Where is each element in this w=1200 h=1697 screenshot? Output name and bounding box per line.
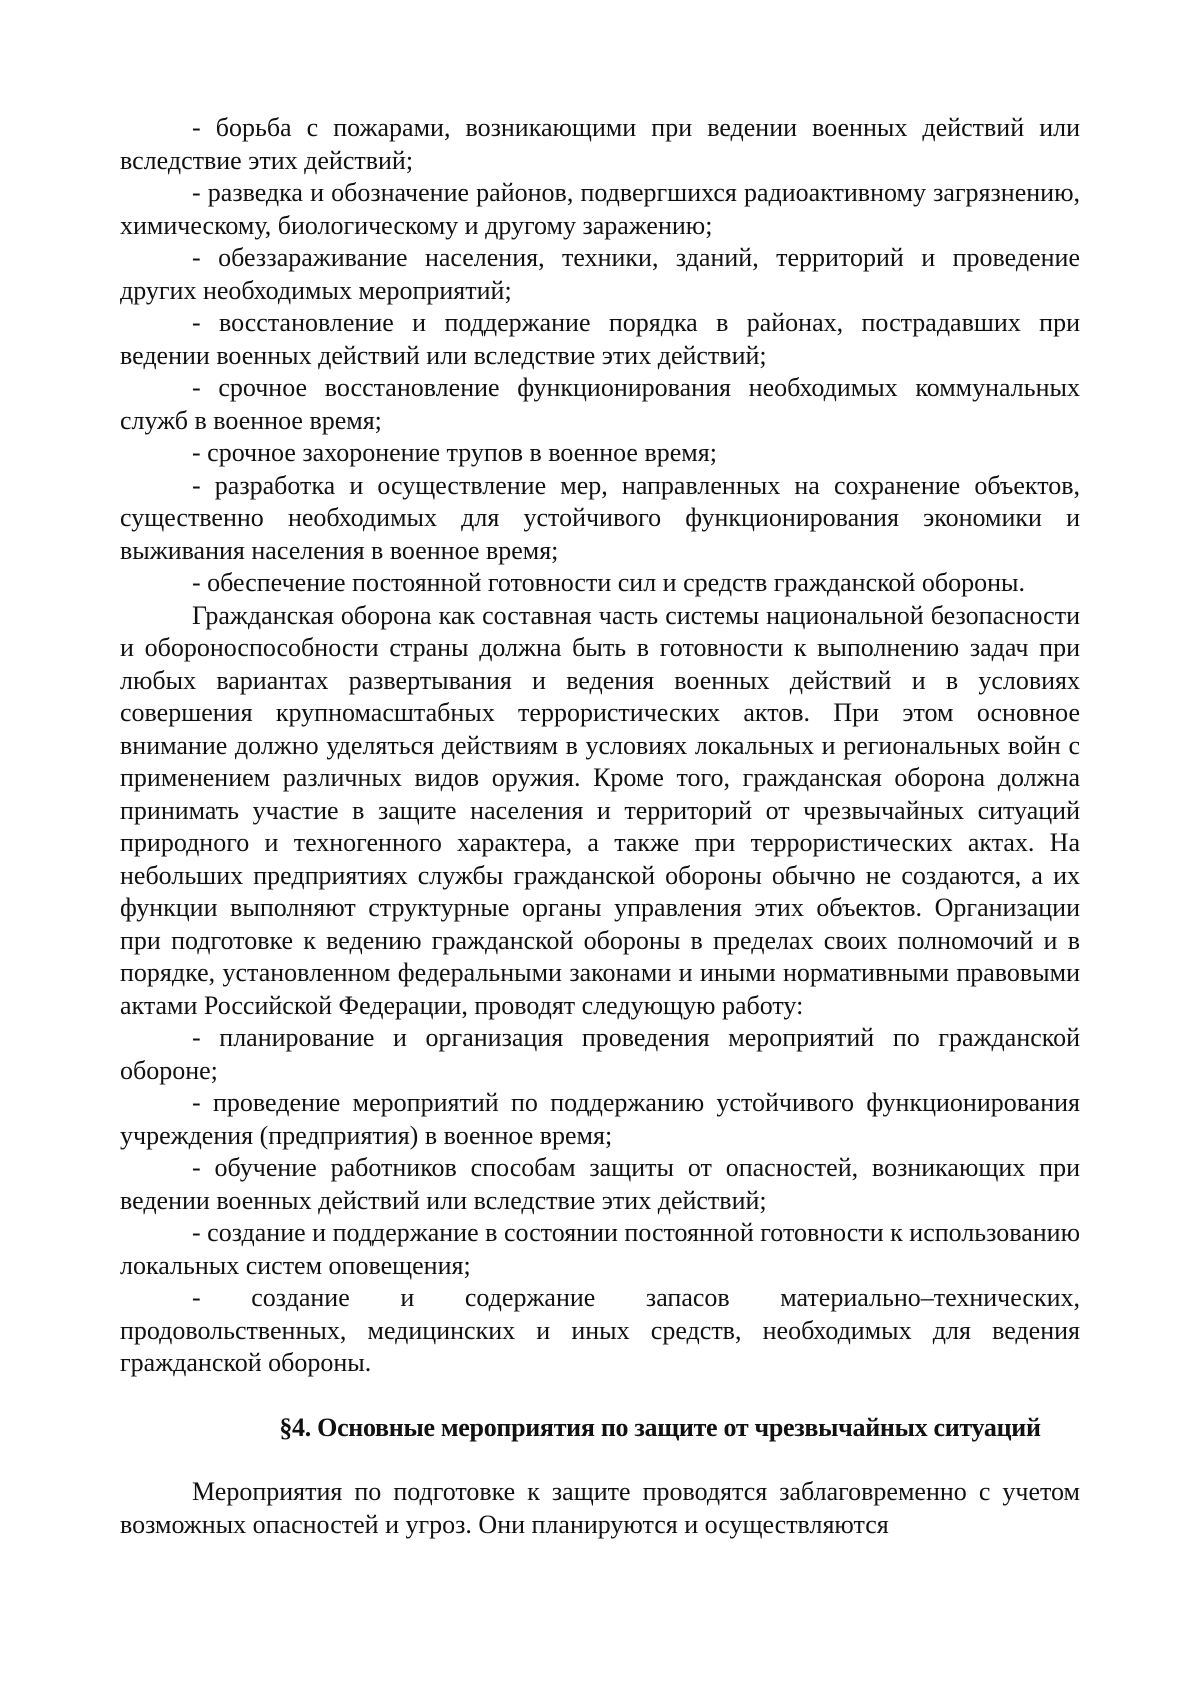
body-paragraph-measures: Мероприятия по подготовке к защите проводятся заблаговременно с учетом возможных опасностей и угроз. Они планируются и осуществляются bbox=[120, 1477, 1080, 1539]
document-page bbox=[120, 112, 1080, 1541]
list-item-training: - обучение работников способам защиты от опасностей, возникающих при ведении военных действий или вследствие этих действий; bbox=[120, 1153, 1080, 1215]
list-item-reconnaissance: - разведка и обозначение районов, подвергшихся радиоактивному загрязнению, химическому, биологическому и другому заражению; bbox=[120, 178, 1080, 240]
list-item-stable-functioning: - проведение мероприятий по поддержанию устойчивого функционирования учреждения (предприятия) в военное время; bbox=[120, 1088, 1080, 1150]
list-item-order-restoration: - восстановление и поддержание порядка в районах, пострадавших при ведении военных действий или вследствие этих действий; bbox=[120, 308, 1080, 370]
list-item-preservation: - разработка и осуществление мер, направленных на сохранение объектов, существенно необходимых для устойчивого функционирования экономики и выживания населения в военное время; bbox=[120, 470, 1080, 565]
list-item-warning-systems: - создание и поддержание в состоянии постоянной готовности к использованию локальных систем оповещения; bbox=[120, 1218, 1080, 1280]
section-heading: §4. Основные мероприятия по защите от чрезвычайных ситуаций bbox=[279, 1412, 1041, 1442]
list-item-burial: - срочное захоронение трупов в военное время; bbox=[192, 438, 717, 467]
list-item-reserves: - создание и содержание запасов материально–технических, продовольственных, медицинских и иных средств, необходимых для ведения гражданской обороны. bbox=[120, 1283, 1080, 1377]
list-item-firefighting: - борьба с пожарами, возникающими при ведении военных действий или вследствие этих действий; bbox=[120, 113, 1080, 175]
list-item-planning: - планирование и организация проведения мероприятий по гражданской обороне; bbox=[120, 1023, 1080, 1085]
body-paragraph-civil-defense: Гражданская оборона как составная часть системы национальной безопасности и обороноспособности страны должна быть в готовности к выполнению задач при любых вариантах развертывания и ведения военных действий и в условиях совершения крупномасштабных террористических актов. При этом основное внимание должно уделяться действиям в условиях локальных и региональных войн с применением различных видов оружия. Кроме того, гражданская оборона должна принимать участие в защите населения и территорий от чрезвычайных ситуаций природного и техногенного характера, а также при террористических актах. На небольших предприятиях службы гражданской обороны обычно не создаются, а их функции выполняют структурные органы управления этих объектов. Организации при подготовке к ведению гражданской обороны в пределах своих полномочий и в порядке, установленном федеральными законами и иными нормативными правовыми актами Российской Федерации, проводят следующую работу: bbox=[120, 600, 1080, 1020]
list-item-utility-restoration: - срочное восстановление функционирования необходимых коммунальных служб в военное время; bbox=[120, 373, 1080, 435]
list-item-readiness: - обеспечение постоянной готовности сил и средств гражданской обороны. bbox=[192, 568, 1025, 597]
list-item-decontamination: - обеззараживание населения, техники, зданий, территорий и проведение других необходимых мероприятий; bbox=[120, 243, 1080, 305]
